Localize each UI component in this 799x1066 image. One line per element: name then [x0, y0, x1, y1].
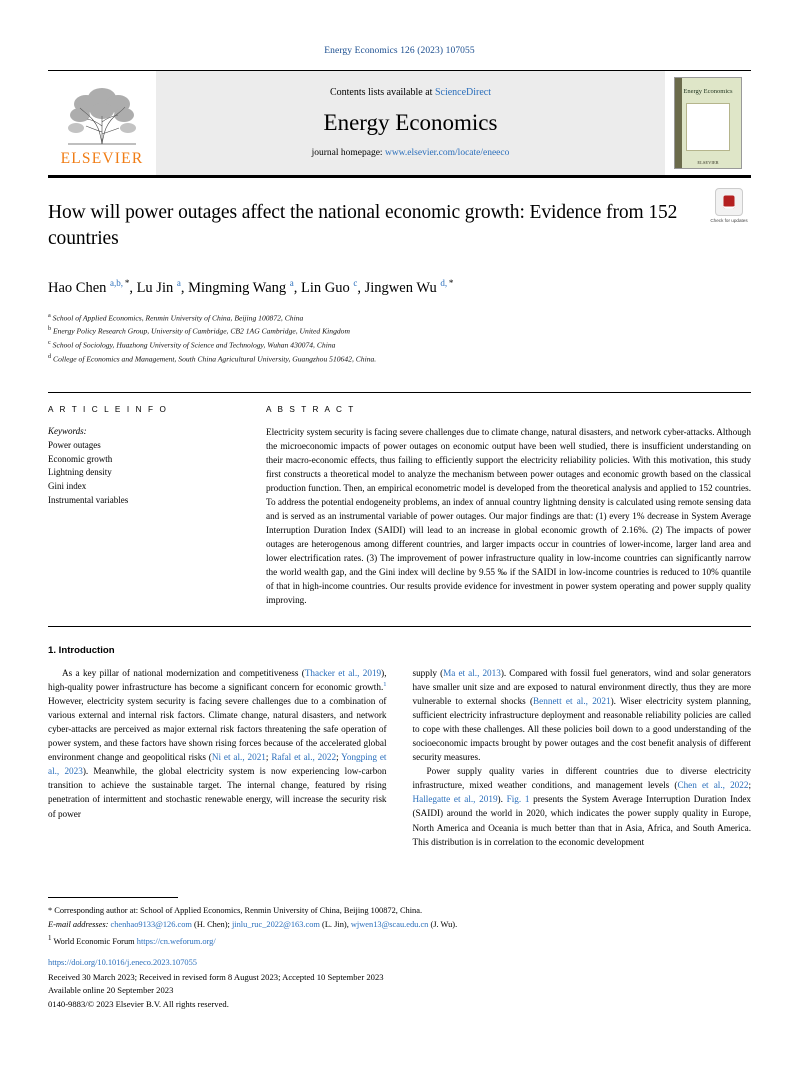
abstract-text: Electricity system security is facing severe challenges due to climate change, natural disasters, and network cyber-attacks. Although the microeconomic impacts of power outages on economic output have been well studied, there is insufficient understanding on their macro-economic effects, thus failing to efficiently support the electricity reliability policies. With this motivation, this study first constructs a theoretical model to analyze the mechanism between power outages and economic growth based on the classical production function. Then, an empirical econometric model is developed from the theoretical analysis and applied to 152 countries. To address the potential endogeneity problems, an index of annual country lightning density is calculated using remote sensing data and is served as an instrumental variable of power outages. Our major findings are that: (1) every 1% decrease in System Average Interruption Duration Index (SAIDI) will lead to an increase in global economic growth of 2.16%. (2) The impacts of power outages are heterogenous among different countries, and larger impacts occur in countries of lower-income, larger land area and lower electrification rates. (3) The improvement of power infrastructure quality in low-income countries can significantly narrow the world wealth gap, and the Gini index will decline by 9.55 ‰ if the SAIDI in low-income countries is reduced to 10% quantile of that in high-income countries. Our results provide evidence for investment in power system operating and power supply quality improving. [266, 426, 751, 605]
crossmark-badge[interactable] [707, 188, 751, 224]
article-info-column [48, 405, 244, 608]
footer-rule [48, 897, 178, 898]
keyword-item: Economic growth [48, 453, 113, 464]
publisher-name: ELSEVIER [60, 150, 144, 167]
email-owner: (L. Jin) [322, 920, 347, 930]
author-list: Hao Chen $^{a,b, *}$, Lu Jin $^a$, Mingming Wang $^a$, Lin Guo $^c$, Jingwen Wu $^{d, *}$ [48, 278, 454, 297]
keywords-list [48, 439, 244, 507]
email-link[interactable]: jinlu_ruc_2022@163.com [231, 920, 320, 930]
corresponding-author-note: * Corresponding author at: School of Applied Economics, Renmin University of China, Beijing 100872, China. [48, 906, 423, 916]
keywords-label: Keywords: [48, 425, 87, 436]
journal-title: Energy Economics [323, 109, 498, 135]
journal-cover [665, 71, 751, 175]
email-owner: (J. Wu). [430, 920, 458, 930]
affiliation-item: $^b$ Energy Policy Research Group, University of Cambridge, CB2 1AG Cambridge, United Kingdom [48, 325, 350, 336]
email-owner: (H. Chen) [194, 920, 228, 930]
paragraph: As a key pillar of national modernization and competitiveness (Thacker et al., 2019), high-quality power infrastructure has become a significant concern for economic growth.$^1$ However, electricity system security is facing severe challenges due to a combination of various external and internal risk factors. Climate change, natural disasters, and network cyber-attacks are perceived as major external risk factors threatening the safe operation of power system, and these factors have shown rising forces because of the accelerated global environment change and geopolitical risks (Ni et al., 2021; Rafal et al., 2022; Yongping et al., 2023). Meanwhile, the global electricity system is now experiencing low-carbon transition to achieve the sustainable target. The internal change, featured by rising penetration of intermittent and stochastic renewable energy, will increase the security risk of power [48, 667, 387, 819]
body-column-right [413, 666, 752, 849]
crossmark-label: Check for updates [710, 218, 748, 223]
running-head: Energy Economics 126 (2023) 107055 [324, 46, 475, 56]
cover-publisher: ELSEVIER [697, 160, 719, 165]
keyword-item: Gini index [48, 480, 87, 491]
citation-link[interactable]: Thacker et al., 2019 [304, 667, 382, 678]
cover-spine [675, 78, 682, 168]
cover-thumbnail [674, 77, 742, 169]
contents-prefix: Contents lists available at [329, 86, 435, 98]
crossmark-icon [715, 188, 743, 216]
footnote-text: World Economic Forum [53, 936, 137, 946]
homepage-prefix: journal homepage: [311, 147, 385, 158]
affiliation-text: College of Economics and Management, South China Agricultural University, Guangzhou 510642, China. [53, 354, 377, 364]
masthead-center [156, 71, 665, 175]
email-label: E-mail addresses: [48, 920, 109, 930]
copyright-line: 0140-9883/© 2023 Elsevier B.V. All rights reserved. [48, 998, 229, 1009]
elsevier-tree-icon [60, 82, 144, 148]
citation-link[interactable]: Ma et al., 2013 [443, 667, 501, 678]
info-abstract-block [48, 392, 751, 608]
citation-link[interactable]: Ni et al., 2021 [211, 752, 266, 763]
available-online-line: Available online 20 September 2023 [48, 985, 174, 996]
keyword-item: Instrumental variables [48, 494, 129, 505]
affiliation-item: $^d$ College of Economics and Management, South China Agricultural University, Guangzhou 510642, China. [48, 353, 377, 364]
abstract-heading: A B S T R A C T [266, 404, 356, 414]
homepage-link[interactable]: www.elsevier.com/locate/eneeco [384, 147, 510, 158]
journal-masthead [48, 70, 751, 175]
email-line: E-mail addresses: chenhao9133@126.com (H. Chen); jinlu_ruc_2022@163.com (L. Jin), wjwen13@scau.edu.cn (J. Wu). [48, 920, 458, 930]
masthead-bottom-rule [48, 175, 751, 178]
footnote-ref[interactable]: 1 [383, 680, 387, 688]
citation-link[interactable]: Rafal et al., 2022 [271, 752, 337, 763]
affiliation-item: $^a$ School of Applied Economics, Renmin University of China, Beijing 100872, China [48, 311, 304, 323]
citation-link[interactable]: Yongping et al., 2023 [48, 752, 387, 777]
figure-link[interactable]: Fig. 1 [506, 794, 530, 805]
email-link[interactable]: chenhao9133@126.com [110, 920, 192, 930]
affiliation-text: Energy Policy Research Group, University of Cambridge, CB2 1AG Cambridge, United Kingdom [53, 326, 350, 336]
abstract-column [266, 405, 751, 608]
cover-title: Energy Economics [683, 88, 733, 95]
abstract-bottom-rule [48, 626, 751, 627]
citation-link[interactable]: Bennett et al., 2021 [533, 695, 611, 706]
body-column-left [48, 666, 387, 849]
page-footer [48, 897, 751, 1010]
keyword-item: Power outages [48, 439, 101, 450]
article-info-heading: A R T I C L E I N F O [48, 404, 168, 414]
affiliation-item: $^c$ School of Sociology, Huazhong University of Science and Technology, Wuhan 430074, China [48, 339, 336, 350]
publisher-logo [48, 71, 156, 175]
homepage-line [312, 148, 510, 158]
keyword-item: Lightning density [48, 467, 112, 478]
contents-line [330, 87, 491, 98]
section-title-introduction: 1. Introduction [48, 644, 115, 656]
email-link[interactable]: wjwen13@scau.edu.cn [350, 920, 429, 930]
affiliations [48, 311, 751, 366]
citation-link[interactable]: Hallegatte et al., 2019 [412, 794, 498, 805]
title-area [48, 200, 751, 366]
sciencedirect-link[interactable]: ScienceDirect [434, 86, 492, 98]
cover-image-area [686, 103, 730, 151]
citation-link[interactable]: Chen et al., 2022 [677, 780, 749, 791]
body-columns [48, 666, 751, 849]
affiliation-text: School of Sociology, Huazhong University of Science and Technology, Wuhan 430074, China [52, 340, 336, 350]
doi-link[interactable]: https://doi.org/10.1016/j.eneco.2023.107055 [48, 958, 197, 968]
page-title: How will power outages affect the national economic growth: Evidence from 152 countries [48, 202, 678, 249]
history-line: Received 30 March 2023; Received in revised form 8 August 2023; Accepted 10 September 2023 [48, 971, 384, 982]
paragraph: Power supply quality varies in different countries due to diverse electricity infrastructure, mixed weather conditions, and management levels (Chen et al., 2022; Hallegatte et al., 2019). Fig. 1 presents the System Average Interruption Duration Index (SAIDI) around the world in 2020, which indicates the power supply quality in Europe, North America and Oceania is much better than that in Asia, Africa, and South America. This distribution is in correlation to the economic development [412, 766, 752, 847]
footnote-number: 1 [48, 933, 52, 942]
footnote-1 [48, 933, 751, 948]
footnote-link[interactable]: https://cn.weforum.org/ [136, 936, 216, 946]
affiliation-text: School of Applied Economics, Renmin University of China, Beijing 100872, China [52, 313, 304, 323]
paragraph: supply (Ma et al., 2013). Compared with fossil fuel generators, wind and solar generators have smaller unit size and are exposed to natural environment directly, thus they are more vulnerable to external shocks (Bennett et al., 2021). Wiser electricity system planning, sufficient electricity infrastructure deployment and reasonable reliability policies are called to cope with these challenges. All these policies boil down to a good understanding of the socioeconomic impacts brought by power outages and the cost benefit analysis of different security measures. [412, 667, 751, 763]
